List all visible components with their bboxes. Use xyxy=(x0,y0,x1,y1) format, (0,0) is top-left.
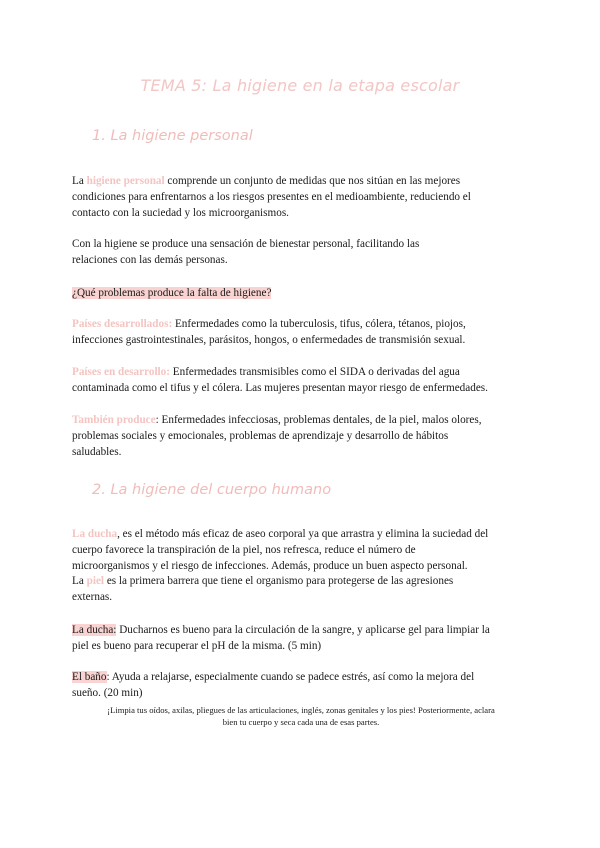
paragraph-developed-countries xyxy=(72,317,532,349)
note-line: ¡Limpia tus oídos, axilas, pliegues de las articulaciones, inglés, zonas genitales y los pies! Posteriormente, aclara xyxy=(107,705,495,715)
paragraph-definition xyxy=(72,174,532,221)
section-heading-2 xyxy=(92,482,331,498)
text: Enfermedades transmisibles como el SIDA o derivadas del agua xyxy=(169,366,460,378)
label-bath-highlighted: El baño xyxy=(72,671,107,683)
note-line: bien tu cuerpo y seca cada una de esas partes. xyxy=(222,717,380,727)
text-line: contaminada como el tifus y el cólera. Las mujeres presentan mayor riesgo de enfermedades. xyxy=(72,381,488,394)
text: Enfermedades como la tuberculosis, tifus, cólera, tétanos, piojos, xyxy=(172,318,466,330)
text-line: saludables. xyxy=(72,445,122,458)
text-line: externas. xyxy=(72,591,113,604)
text: es la primera barrera que tiene el organismo para protegerse de las agresiones xyxy=(104,575,454,588)
label-shower-highlighted: La ducha: xyxy=(72,624,117,636)
paragraph-developing-countries xyxy=(72,365,532,397)
section-title: La higiene del cuerpo humano xyxy=(110,482,332,498)
section-number: 2. xyxy=(92,482,106,498)
paragraph-shower-intro xyxy=(72,527,532,606)
label-also: También produce xyxy=(72,414,156,426)
highlighted-term: higiene personal xyxy=(86,175,165,187)
text: La xyxy=(72,575,87,588)
page-title: TEMA 5: La higiene en la etapa escolar xyxy=(140,76,460,95)
text-line: sueño. (20 min) xyxy=(72,686,143,699)
text-line: problemas sociales y emocionales, problemas de aprendizaje y desarrollo de hábitos xyxy=(72,429,449,442)
section-title: La higiene personal xyxy=(110,128,253,144)
text: Ducharnos es bueno para la circulación de la sangre, y aplicarse gel para limpiar la xyxy=(116,624,490,636)
label-developing: Países en desarrollo: xyxy=(72,366,170,378)
text: : Enfermedades infecciosas, problemas dentales, de la piel, malos olores, xyxy=(155,414,482,426)
text-line: infecciones gastrointestinales, parásitos, hongos, o enfermedades de transmisión sexual. xyxy=(72,333,466,346)
paragraph-also-produces xyxy=(72,413,532,460)
text-line: microorganismos y el riesgo de infecciones. Además, produce un buen aspecto personal. xyxy=(72,559,468,572)
text: : Ayuda a relajarse, especialmente cuando se padece estrés, así como la mejora del xyxy=(106,671,475,683)
text: La xyxy=(72,175,87,187)
label-developed: Países desarrollados: xyxy=(72,318,173,330)
text-line: relaciones con las demás personas. xyxy=(72,253,228,266)
text-line: contacto con la suciedad y los microorganismos. xyxy=(72,206,289,219)
paragraph-shower-benefits xyxy=(72,623,532,655)
highlighted-question: ¿Qué problemas produce la falta de higiene? xyxy=(72,287,272,299)
section-number: 1. xyxy=(92,128,106,144)
text: , es el método más eficaz de aseo corporal ya que arrastra y elimina la suciedad del xyxy=(117,528,489,540)
text-line: Con la higiene se produce una sensación de bienestar personal, facilitando las xyxy=(72,238,420,250)
paragraph-wellbeing xyxy=(72,237,532,269)
question-line xyxy=(72,286,532,302)
section-heading-1 xyxy=(92,128,253,144)
text: comprende un conjunto de medidas que nos sitúan en las mejores xyxy=(164,175,461,187)
text-line: cuerpo favorece la transpiración de la piel, nos refresca, reduce el número de xyxy=(72,543,416,556)
paragraph-bath xyxy=(72,670,532,702)
text-line: piel es bueno para recuperar el pH de la misma. (5 min) xyxy=(72,639,322,652)
hygiene-note xyxy=(72,704,530,728)
label-shower: La ducha xyxy=(72,528,118,540)
text-line: condiciones para enfrentarnos a los riesgos presentes en el medioambiente, reduciendo el xyxy=(72,190,471,203)
highlighted-term-skin: piel xyxy=(86,575,105,588)
